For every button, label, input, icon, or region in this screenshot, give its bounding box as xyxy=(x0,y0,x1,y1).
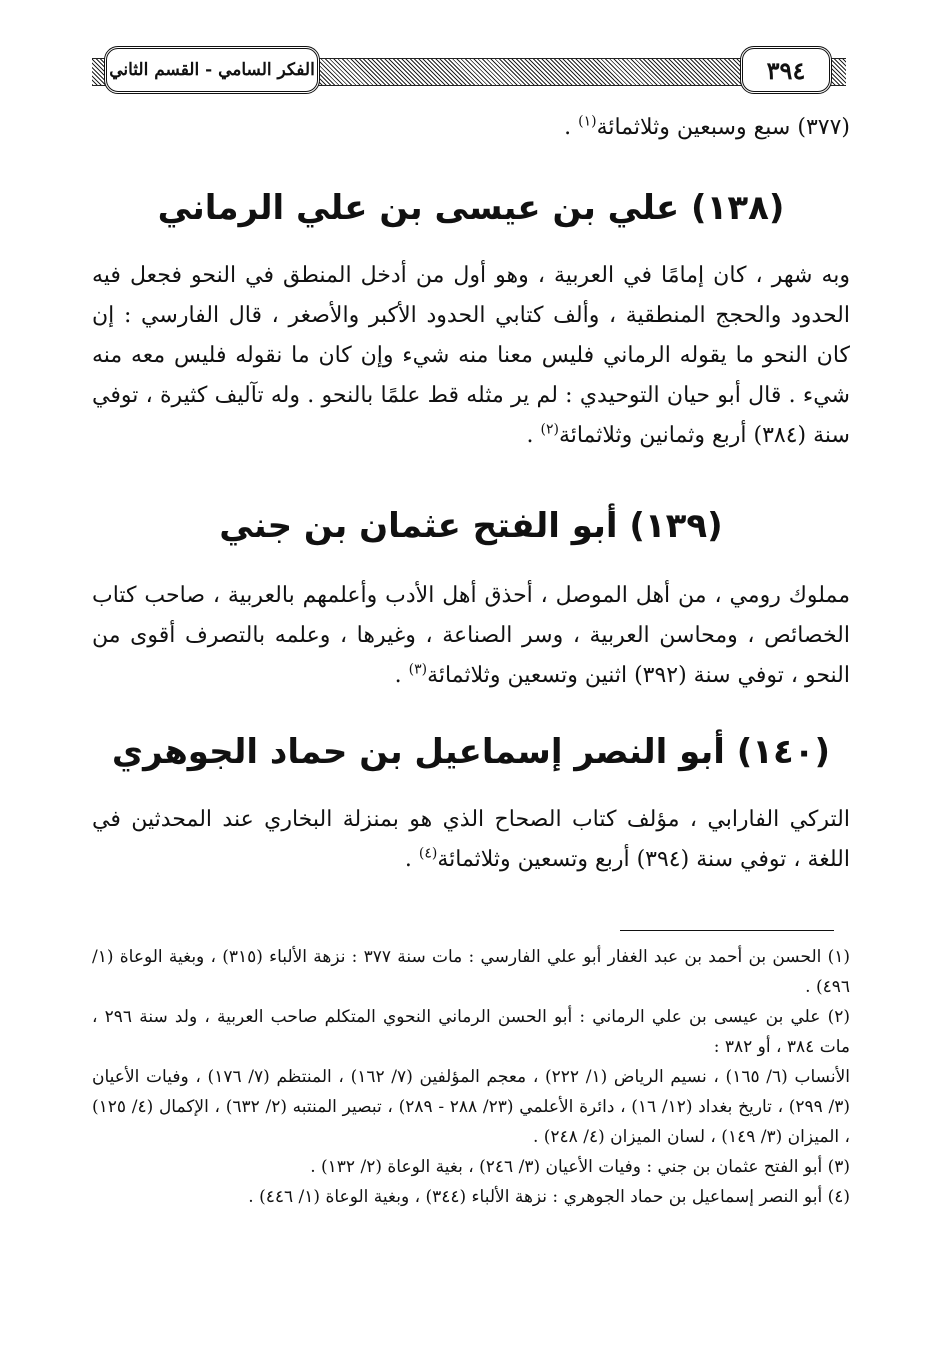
running-header xyxy=(92,46,846,96)
entry-heading-138: (١٣٨) علي بن عيسى بن علي الرماني xyxy=(157,188,785,228)
footnote-ref-3: (٣) xyxy=(408,661,428,678)
footnotes xyxy=(92,942,850,1212)
entry-body-text: وبه شهر ، كان إمامًا في العربية ، وهو أول من أدخل المنطق في النحو فجعل فيه الحدود والحجج المنطقية ، وألف كتابي الحدود الأكبر والأصغر ، قال الفارسي : إن كان النحو ما يقوله الرماني فليس معنا منه شيء وإن كان ما نقوله فليس معه منه شيء . قال أبو حيان التوحيدي : لم ير مثله قط علمًا بالنحو . وله تآليف كثيرة ، توفي سنة (٣٨٤) أربع وثمانين وثلاثمائة xyxy=(92,263,850,448)
entry-body-139: مملوك رومي ، من أهل الموصل ، أحذق أهل الأدب وأعلمهم بالعربية ، صاحب كتاب الخصائص ، ومحاسن العربية ، وسر الصناعة ، وغيرها ، وعلمه بالتصرف أقوى من النحو ، توفي سنة (٣٩٢) اثنين وتسعين وثلاثمائة$^{(٣)}$ . xyxy=(92,583,850,688)
footnote-2-sources: الأنساب (٦/ ١٦٥) ، نسيم الرياض (١/ ٢٢٢) ، معجم المؤلفين (٧/ ١٦٢) ، المنتظم (٧/ ١٧٦) ، وفيات الأعيان (٣/ ٢٩٩) ، تاريخ بغداد (١٢/ ١٦) ، دائرة الأعلمي (٢٣/ ٢٨٨ - ٢٨٩) ، تبصير المنتبه (٢/ ٦٣٢) ، الإكمال (٤/ ١٢٥) ، الميزان (٣/ ١٤٩) ، لسان الميزان (٤/ ٢٤٨) . xyxy=(92,1067,851,1147)
carryover-text: (٣٧٧) سبع وسبعين وثلاثمائة xyxy=(596,115,850,140)
footnote-ref-1: (١) xyxy=(578,113,597,130)
footnote-ref-2: (٢) xyxy=(540,421,559,438)
carryover-line: (٣٧٧) سبع وسبعين وثلاثمائة$^{(١)}$ . xyxy=(564,113,850,140)
entry-body-140: التركي الفارابي ، مؤلف كتاب الصحاح الذي هو بمنزلة البخاري عند المحدثين في اللغة ، توفي سنة (٣٩٤) أربع وتسعين وثلاثمائة$^{(٤)}$ . xyxy=(92,807,850,872)
entry-body-text: التركي الفارابي ، مؤلف كتاب الصحاح الذي هو بمنزلة البخاري عند المحدثين في اللغة ، توفي سنة (٣٩٤) أربع وتسعين وثلاثمائة xyxy=(92,807,850,872)
entry-body-138: وبه شهر ، كان إمامًا في العربية ، وهو أول من أدخل المنطق في النحو فجعل فيه الحدود والحجج المنطقية ، وألف كتابي الحدود الأكبر والأصغر ، قال الفارسي : إن كان النحو ما يقوله الرماني فليس معنا منه شيء وإن كان ما نقوله فليس معه منه شيء . قال أبو حيان التوحيدي : لم ير مثله قط علمًا بالنحو . وله تآليف كثيرة ، توفي سنة (٣٨٤) أربع وثمانين وثلاثمائة$^{(٢)}$ . xyxy=(92,263,850,448)
footnote-2: (٢) علي بن عيسى بن علي الرماني : أبو الحسن الرماني النحوي المتكلم صاحب العربية ، ولد سنة ٢٩٦ ، مات ٣٨٤ ، أو ٣٨٢ : xyxy=(92,1007,850,1057)
running-title: الفكر السامي - القسم الثاني xyxy=(104,46,320,94)
page-number: ٣٩٤ xyxy=(740,46,832,94)
entry-heading-140: (١٤٠) أبو النصر إسماعيل بن حماد الجوهري xyxy=(111,732,831,772)
footnote-3: (٣) أبو الفتح عثمان بن جني : وفيات الأعيان (٣/ ٢٤٦) ، بغية الوعاة (٢/ ١٣٢) . xyxy=(310,1157,850,1177)
footnote-4: (٤) أبو النصر إسماعيل بن حماد الجوهري : نزهة الألباء (٣٤٤) ، وبغية الوعاة (١/ ٤٤٦) . xyxy=(248,1187,850,1207)
entry-body-text: مملوك رومي ، من أهل الموصل ، أحذق أهل الأدب وأعلمهم بالعربية ، صاحب كتاب الخصائص ، ومحاسن العربية ، وسر الصناعة ، وغيرها ، وعلمه بالتصرف أقوى من النحو ، توفي سنة (٣٩٢) اثنين وتسعين وثلاثمائة xyxy=(92,583,850,688)
entry-heading-139: (١٣٩) أبو الفتح عثمان بن جني xyxy=(219,506,723,546)
footnote-1: (١) الحسن بن أحمد بن عبد الغفار أبو علي الفارسي : مات سنة ٣٧٧ : نزهة الألباء (٣١٥) ، وبغية الوعاة (١/ ٤٩٦) . xyxy=(92,947,850,997)
footnote-separator xyxy=(620,930,834,931)
footnote-ref-4: (٤) xyxy=(418,845,438,862)
